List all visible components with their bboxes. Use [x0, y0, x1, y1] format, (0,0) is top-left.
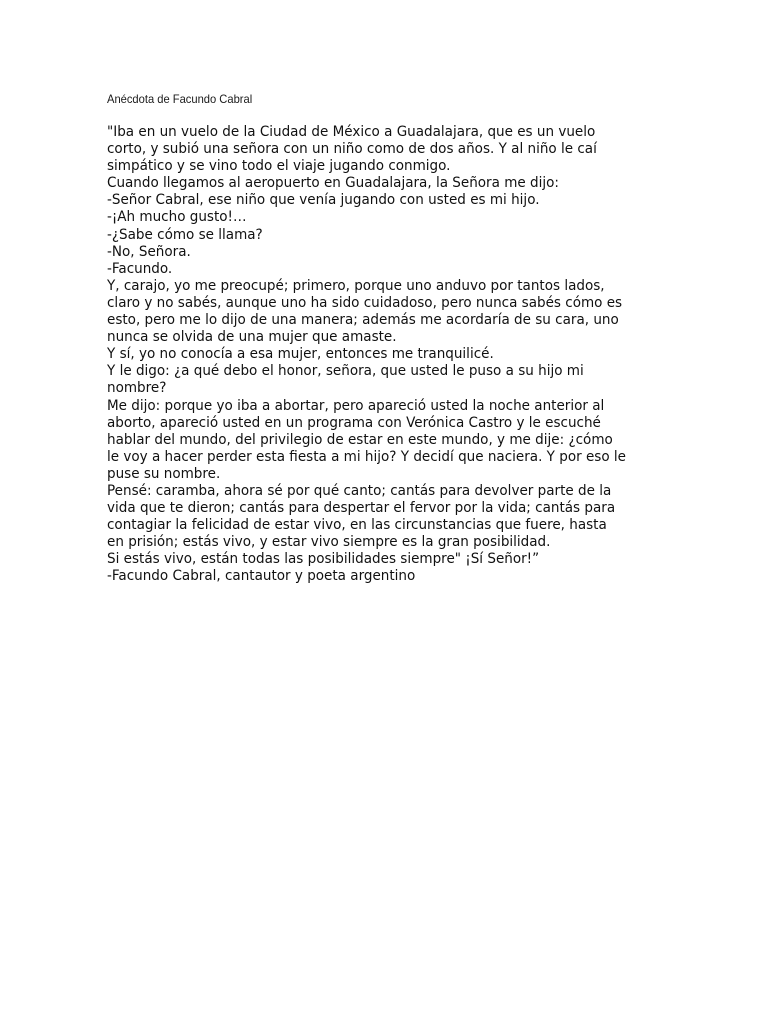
text-line: puse su nombre. [107, 465, 221, 482]
text-line: aborto, apareció usted en un programa con Verónica Castro y le escuché [107, 414, 601, 431]
text-line: le voy a hacer perder esta fiesta a mi hijo? Y decidí que naciera. Y por eso le [107, 448, 627, 465]
document-body [107, 124, 687, 586]
text-line: en prisión; estás vivo, y estar vivo siempre es la gran posibilidad. [107, 534, 551, 551]
text-line: vida que te dieron; cantás para despertar el fervor por la vida; cantás para [107, 500, 616, 517]
text-line: Pensé: caramba, ahora sé por qué canto; cantás para devolver parte de la [107, 482, 612, 499]
text-line: simpático y se vino todo el viaje jugando conmigo. [107, 158, 451, 175]
text-line: nombre? [107, 380, 167, 397]
text-line: -Facundo Cabral, cantautor y poeta argentino [107, 568, 416, 585]
text-line: Cuando llegamos al aeropuerto en Guadalajara, la Señora me dijo: [107, 175, 559, 192]
text-line: Y le digo: ¿a qué debo el honor, señora, que usted le puso a su hijo mi [107, 363, 584, 380]
text-line: -¿Sabe cómo se llama? [107, 226, 263, 243]
text-line: claro y no sabés, aunque uno ha sido cuidadoso, pero nunca sabés cómo es [107, 294, 623, 311]
text-line: Me dijo: porque yo iba a abortar, pero apareció usted la noche anterior al [107, 397, 605, 414]
text-line: contagiar la felicidad de estar vivo, en las circunstancias que fuere, hasta [107, 517, 607, 534]
text-line: -Señor Cabral, ese niño que venía jugando con usted es mi hijo. [107, 192, 540, 209]
text-line: -No, Señora. [107, 243, 191, 260]
text-line: Y sí, yo no conocía a esa mujer, entonces me tranquilicé. [107, 346, 494, 363]
document-title: Anécdota de Facundo Cabral [107, 92, 253, 106]
text-line: -¡Ah mucho gusto!… [107, 209, 247, 226]
text-line: "Iba en un vuelo de la Ciudad de México a Guadalajara, que es un vuelo [107, 124, 596, 140]
text-line: Si estás vivo, están todas las posibilidades siempre" ¡Sí Señor!” [107, 551, 540, 568]
text-line: -Facundo. [107, 260, 173, 277]
text-line: hablar del mundo, del privilegio de estar en este mundo, y me dije: ¿cómo [107, 431, 613, 448]
text-line: esto, pero me lo dijo de una manera; además me acordaría de su cara, uno [107, 312, 619, 329]
text-line: corto, y subió una señora con un niño como de dos años. Y al niño le caí [107, 141, 597, 158]
text-line: Y, carajo, yo me preocupé; primero, porque uno anduvo por tantos lados, [107, 277, 605, 294]
text-line: nunca se olvida de una mujer que amaste. [107, 329, 397, 346]
